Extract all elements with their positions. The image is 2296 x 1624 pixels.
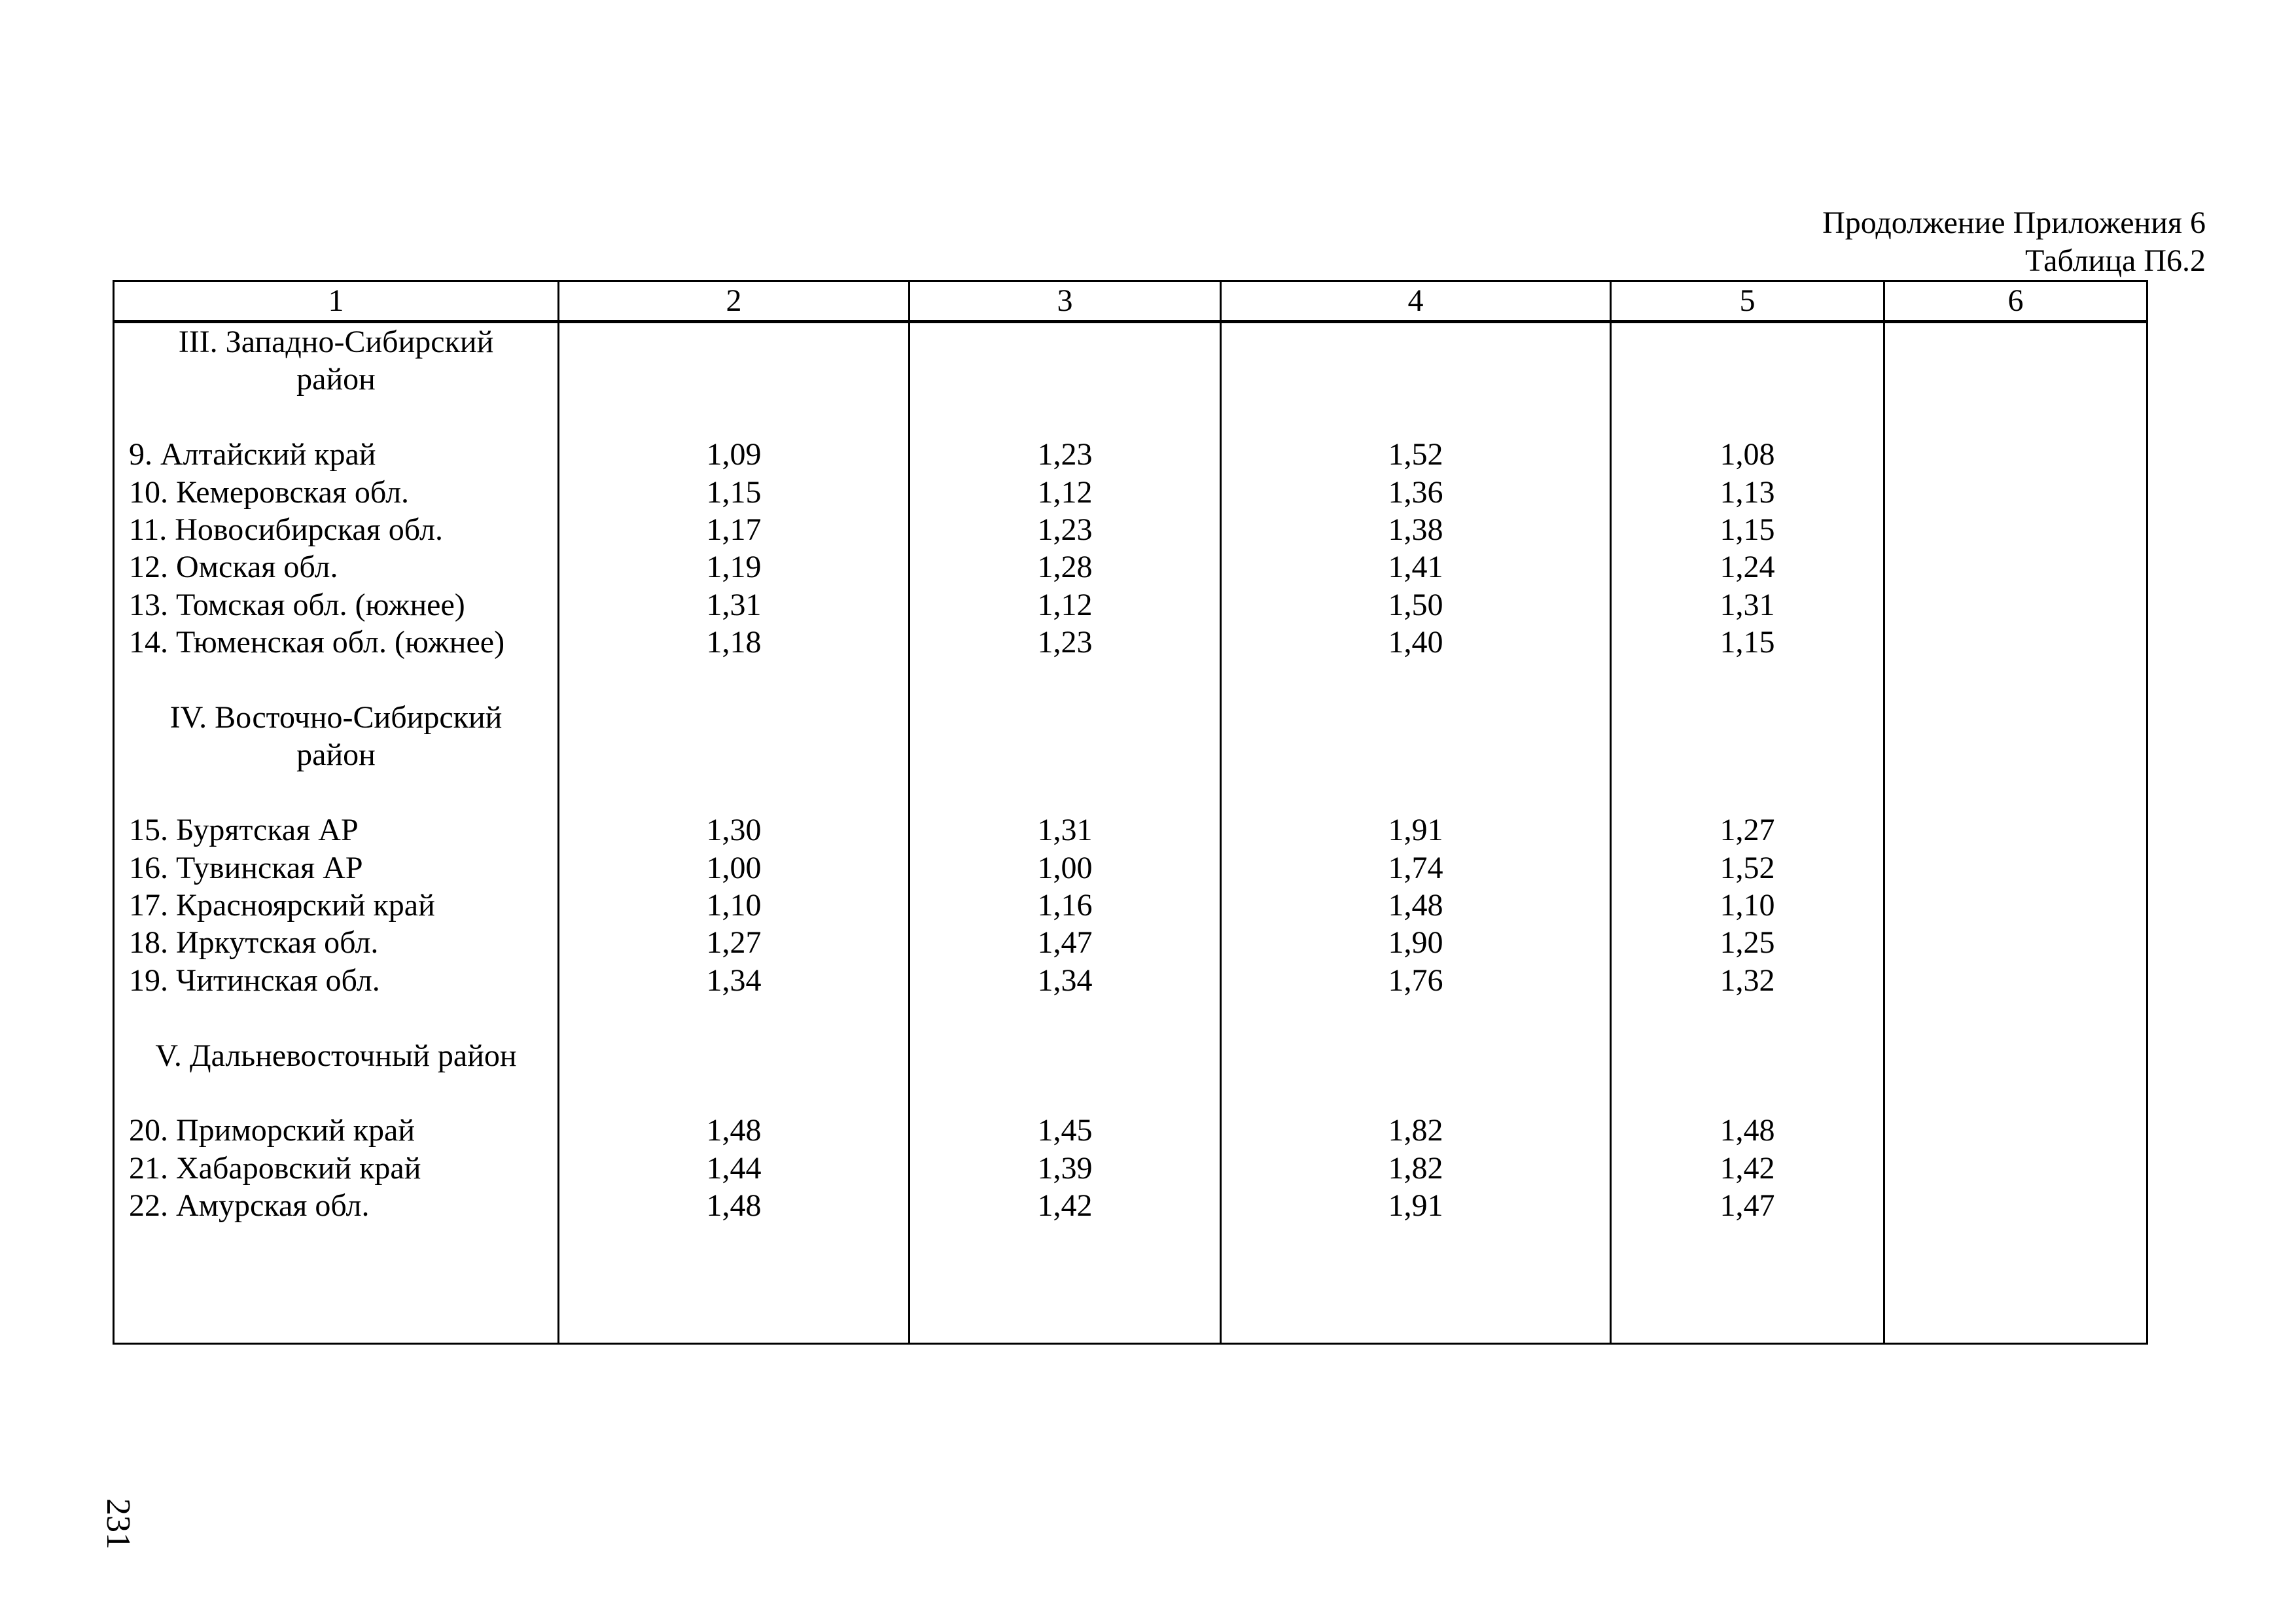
coefficient-value: 1,17 bbox=[559, 511, 910, 548]
empty-cell bbox=[1221, 398, 1611, 436]
coefficient-value bbox=[1884, 849, 2147, 887]
coefficient-value: 1,28 bbox=[910, 548, 1221, 586]
region-heading: район bbox=[114, 736, 559, 773]
empty-cell bbox=[1611, 398, 1884, 436]
coefficient-value: 1,42 bbox=[910, 1187, 1221, 1224]
empty-cell bbox=[1221, 322, 1611, 361]
region-heading: IV. Восточно-Сибирский bbox=[114, 699, 559, 736]
column-header: 1 bbox=[114, 281, 559, 322]
coefficient-value: 1,23 bbox=[910, 436, 1221, 473]
empty-cell bbox=[910, 736, 1221, 773]
coefficient-value: 1,15 bbox=[559, 474, 910, 511]
territory-name: 18. Иркутская обл. bbox=[114, 924, 559, 961]
empty-cell bbox=[910, 1037, 1221, 1074]
coefficient-value: 1,19 bbox=[559, 548, 910, 586]
empty-cell bbox=[1221, 662, 1611, 699]
coefficient-value: 1,74 bbox=[1221, 849, 1611, 887]
coefficient-value: 1,40 bbox=[1221, 624, 1611, 661]
coefficient-value: 1,15 bbox=[1611, 511, 1884, 548]
coefficient-value: 1,48 bbox=[1611, 1112, 1884, 1149]
empty-cell bbox=[1611, 699, 1884, 736]
region-heading-row bbox=[114, 699, 2147, 736]
territory-name: 17. Красноярский край bbox=[114, 887, 559, 924]
territory-name: 19. Читинская обл. bbox=[114, 962, 559, 999]
empty-cell bbox=[559, 361, 910, 398]
table-row bbox=[114, 436, 2147, 473]
coefficient-value: 1,23 bbox=[910, 624, 1221, 661]
spacer-row bbox=[114, 1074, 2147, 1112]
empty-cell bbox=[559, 322, 910, 361]
coefficient-value bbox=[1884, 474, 2147, 511]
coefficient-value: 1,16 bbox=[910, 887, 1221, 924]
spacer-row bbox=[114, 662, 2147, 699]
territory-name: 9. Алтайский край bbox=[114, 436, 559, 473]
coefficient-value: 1,42 bbox=[1611, 1150, 1884, 1187]
coefficient-value: 1,00 bbox=[910, 849, 1221, 887]
coefficient-value: 1,45 bbox=[910, 1112, 1221, 1149]
empty-cell bbox=[910, 1225, 1221, 1344]
table-row bbox=[114, 811, 2147, 849]
coefficient-value bbox=[1884, 1150, 2147, 1187]
coefficient-value: 1,23 bbox=[910, 511, 1221, 548]
empty-cell bbox=[910, 361, 1221, 398]
coefficients-table bbox=[113, 280, 2148, 1345]
coefficient-value: 1,47 bbox=[910, 924, 1221, 961]
coefficient-value: 1,76 bbox=[1221, 962, 1611, 999]
coefficient-value: 1,48 bbox=[559, 1187, 910, 1224]
empty-cell bbox=[1884, 662, 2147, 699]
table-row bbox=[114, 624, 2147, 661]
page-number: 231 bbox=[99, 1498, 137, 1549]
coefficient-value: 1,48 bbox=[559, 1112, 910, 1149]
territory-name: 15. Бурятская АР bbox=[114, 811, 559, 849]
spacer-row bbox=[114, 999, 2147, 1036]
empty-cell bbox=[910, 774, 1221, 811]
empty-cell bbox=[1611, 322, 1884, 361]
table-row bbox=[114, 511, 2147, 548]
table-number-label: Таблица П6.2 bbox=[2025, 243, 2206, 278]
coefficient-value: 1,25 bbox=[1611, 924, 1884, 961]
empty-cell bbox=[910, 322, 1221, 361]
table-row bbox=[114, 849, 2147, 887]
empty-cell bbox=[1611, 361, 1884, 398]
table-row bbox=[114, 586, 2147, 624]
empty-cell bbox=[559, 1225, 910, 1344]
table-row bbox=[114, 962, 2147, 999]
empty-cell bbox=[1884, 1037, 2147, 1074]
coefficient-value bbox=[1884, 436, 2147, 473]
region-heading-row bbox=[114, 736, 2147, 773]
coefficient-value: 1,12 bbox=[910, 586, 1221, 624]
coefficient-value: 1,44 bbox=[559, 1150, 910, 1187]
spacer-row bbox=[114, 398, 2147, 436]
column-header: 3 bbox=[910, 281, 1221, 322]
coefficient-value: 1,48 bbox=[1221, 887, 1611, 924]
coefficient-value: 1,18 bbox=[559, 624, 910, 661]
empty-cell bbox=[114, 1074, 559, 1112]
coefficient-value bbox=[1884, 811, 2147, 849]
coefficient-value: 1,10 bbox=[1611, 887, 1884, 924]
coefficient-value: 1,38 bbox=[1221, 511, 1611, 548]
coefficient-value: 1,91 bbox=[1221, 1187, 1611, 1224]
coefficient-value: 1,82 bbox=[1221, 1112, 1611, 1149]
empty-cell bbox=[1611, 774, 1884, 811]
coefficient-value: 1,10 bbox=[559, 887, 910, 924]
coefficient-value: 1,13 bbox=[1611, 474, 1884, 511]
empty-cell bbox=[1884, 999, 2147, 1036]
empty-cell bbox=[1884, 398, 2147, 436]
region-heading: III. Западно-Сибирский bbox=[114, 322, 559, 361]
coefficient-value: 1,34 bbox=[559, 962, 910, 999]
empty-cell bbox=[559, 699, 910, 736]
territory-name: 10. Кемеровская обл. bbox=[114, 474, 559, 511]
empty-cell bbox=[559, 999, 910, 1036]
table-row bbox=[114, 1112, 2147, 1149]
table-row bbox=[114, 887, 2147, 924]
empty-cell bbox=[910, 699, 1221, 736]
territory-name: 11. Новосибирская обл. bbox=[114, 511, 559, 548]
coefficient-value: 1,00 bbox=[559, 849, 910, 887]
empty-cell bbox=[910, 662, 1221, 699]
empty-cell bbox=[1221, 999, 1611, 1036]
empty-cell bbox=[910, 1074, 1221, 1112]
table-bottom-filler bbox=[114, 1225, 2147, 1344]
empty-cell bbox=[1221, 1074, 1611, 1112]
empty-cell bbox=[114, 774, 559, 811]
coefficient-value: 1,27 bbox=[559, 924, 910, 961]
coefficient-value bbox=[1884, 1187, 2147, 1224]
column-header: 4 bbox=[1221, 281, 1611, 322]
table-row bbox=[114, 1150, 2147, 1187]
empty-cell bbox=[559, 662, 910, 699]
territory-name: 12. Омская обл. bbox=[114, 548, 559, 586]
empty-cell bbox=[1884, 774, 2147, 811]
coefficient-value: 1,41 bbox=[1221, 548, 1611, 586]
coefficient-value bbox=[1884, 1112, 2147, 1149]
coefficient-value: 1,31 bbox=[1611, 586, 1884, 624]
region-heading-row bbox=[114, 361, 2147, 398]
coefficient-value bbox=[1884, 962, 2147, 999]
coefficient-value: 1,30 bbox=[559, 811, 910, 849]
column-header: 6 bbox=[1884, 281, 2147, 322]
coefficient-value bbox=[1884, 586, 2147, 624]
coefficient-value: 1,32 bbox=[1611, 962, 1884, 999]
empty-cell bbox=[559, 774, 910, 811]
empty-cell bbox=[910, 398, 1221, 436]
empty-cell bbox=[1611, 999, 1884, 1036]
region-heading-row bbox=[114, 1037, 2147, 1074]
coefficient-value: 1,52 bbox=[1611, 849, 1884, 887]
region-heading: район bbox=[114, 361, 559, 398]
empty-cell bbox=[1884, 361, 2147, 398]
empty-cell bbox=[1884, 699, 2147, 736]
coefficient-value: 1,52 bbox=[1221, 436, 1611, 473]
empty-cell bbox=[1221, 699, 1611, 736]
empty-cell bbox=[1611, 1037, 1884, 1074]
empty-cell bbox=[1884, 1225, 2147, 1344]
coefficient-value: 1,90 bbox=[1221, 924, 1611, 961]
empty-cell bbox=[559, 736, 910, 773]
empty-cell bbox=[910, 999, 1221, 1036]
coefficient-value: 1,12 bbox=[910, 474, 1221, 511]
territory-name: 22. Амурская обл. bbox=[114, 1187, 559, 1224]
empty-cell bbox=[114, 662, 559, 699]
table-row bbox=[114, 548, 2147, 586]
region-heading: V. Дальневосточный район bbox=[114, 1037, 559, 1074]
table-row bbox=[114, 924, 2147, 961]
coefficient-value: 1,39 bbox=[910, 1150, 1221, 1187]
empty-cell bbox=[1611, 736, 1884, 773]
coefficient-value: 1,31 bbox=[910, 811, 1221, 849]
coefficient-value bbox=[1884, 924, 2147, 961]
column-header: 5 bbox=[1611, 281, 1884, 322]
empty-cell bbox=[114, 398, 559, 436]
coefficient-value: 1,15 bbox=[1611, 624, 1884, 661]
empty-cell bbox=[559, 1074, 910, 1112]
territory-name: 16. Тувинская АР bbox=[114, 849, 559, 887]
coefficient-value: 1,34 bbox=[910, 962, 1221, 999]
coefficient-value: 1,47 bbox=[1611, 1187, 1884, 1224]
empty-cell bbox=[1221, 736, 1611, 773]
coefficient-value: 1,91 bbox=[1221, 811, 1611, 849]
coefficient-value: 1,50 bbox=[1221, 586, 1611, 624]
empty-cell bbox=[1221, 1225, 1611, 1344]
appendix-continuation-label: Продолжение Приложения 6 bbox=[1822, 205, 2206, 240]
coefficient-value: 1,82 bbox=[1221, 1150, 1611, 1187]
table-caption bbox=[1822, 204, 2206, 280]
territory-name: 21. Хабаровский край bbox=[114, 1150, 559, 1187]
empty-cell bbox=[559, 398, 910, 436]
empty-cell bbox=[559, 1037, 910, 1074]
coefficient-value bbox=[1884, 624, 2147, 661]
empty-cell bbox=[114, 999, 559, 1036]
empty-cell bbox=[1611, 662, 1884, 699]
empty-cell bbox=[1221, 774, 1611, 811]
coefficient-value: 1,31 bbox=[559, 586, 910, 624]
territory-name: 13. Томская обл. (южнее) bbox=[114, 586, 559, 624]
table-row bbox=[114, 1187, 2147, 1224]
coefficient-value: 1,09 bbox=[559, 436, 910, 473]
coefficient-value: 1,24 bbox=[1611, 548, 1884, 586]
empty-cell bbox=[114, 1225, 559, 1344]
coefficient-value bbox=[1884, 511, 2147, 548]
coefficient-value: 1,36 bbox=[1221, 474, 1611, 511]
table-row bbox=[114, 474, 2147, 511]
empty-cell bbox=[1884, 322, 2147, 361]
empty-cell bbox=[1884, 1074, 2147, 1112]
coefficient-value: 1,08 bbox=[1611, 436, 1884, 473]
spacer-row bbox=[114, 774, 2147, 811]
coefficient-value bbox=[1884, 548, 2147, 586]
region-heading-row bbox=[114, 322, 2147, 361]
empty-cell bbox=[1884, 736, 2147, 773]
column-number-row bbox=[114, 281, 2147, 322]
coefficient-value bbox=[1884, 887, 2147, 924]
empty-cell bbox=[1611, 1074, 1884, 1112]
empty-cell bbox=[1221, 361, 1611, 398]
table-body bbox=[114, 322, 2147, 1344]
empty-cell bbox=[1221, 1037, 1611, 1074]
territory-name: 20. Приморский край bbox=[114, 1112, 559, 1149]
coefficient-value: 1,27 bbox=[1611, 811, 1884, 849]
territory-name: 14. Тюменская обл. (южнее) bbox=[114, 624, 559, 661]
empty-cell bbox=[1611, 1225, 1884, 1344]
column-header: 2 bbox=[559, 281, 910, 322]
